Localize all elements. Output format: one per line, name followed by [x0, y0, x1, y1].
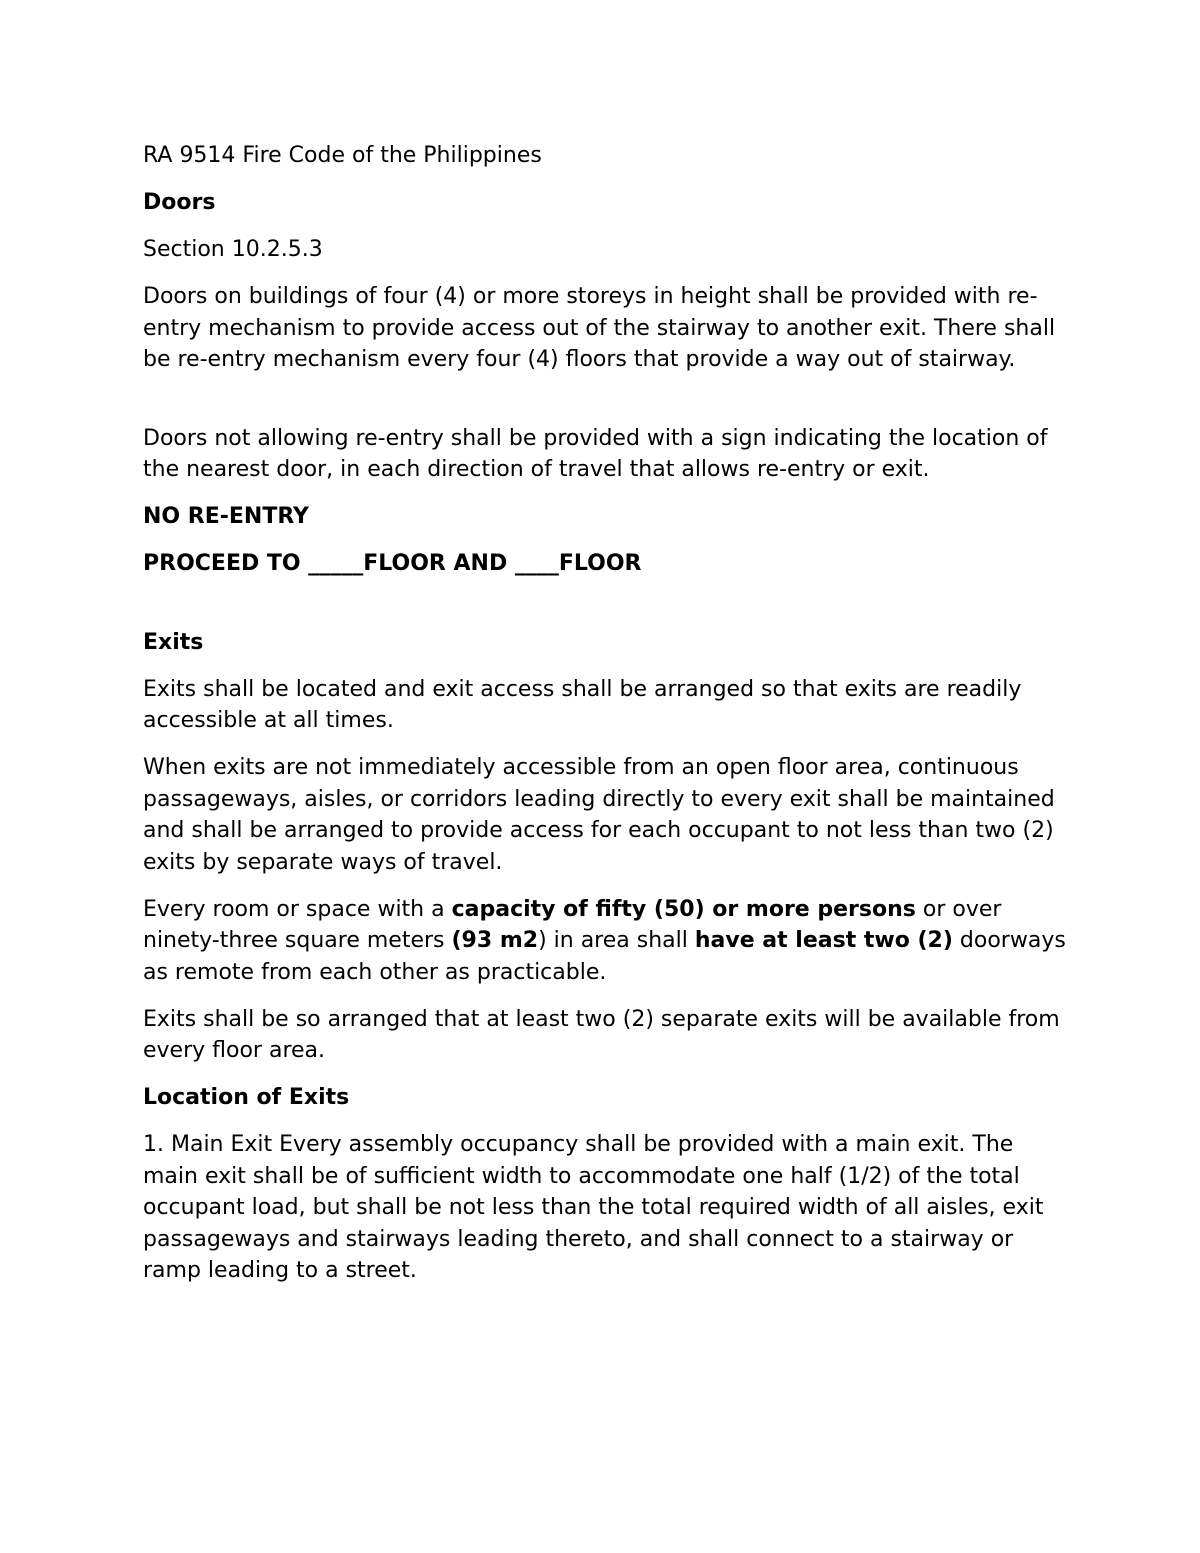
- exits-p3-part-7: doorways as remote from each other as practicable.: [143, 928, 1066, 985]
- doors-paragraph-2: Doors not allowing re-entry shall be provided with a sign indicating the location of the nearest door, in each direction of travel that allows re-entry or exit.: [143, 425, 1048, 482]
- sign-line-no-reentry: NO RE-ENTRY: [143, 504, 309, 529]
- sign-line-proceed-to: PROCEED TO _____FLOOR AND ____FLOOR: [143, 551, 642, 576]
- document-page: [143, 140, 1073, 1302]
- exits-p3-part-3: or over ninety-three square meters: [143, 896, 1002, 953]
- exits-p3-part-5: ) in area shall: [538, 928, 695, 953]
- exits-paragraph-1: Exits shall be located and exit access shall be arranged so that exits are readily accessible at all times.: [143, 676, 1022, 733]
- exits-p3-capacity-bold: capacity of fifty (50) or more persons: [451, 896, 916, 922]
- exits-p3-two-doorways-bold: have at least two (2): [694, 928, 953, 953]
- exits-p3-part-1: Every room or space with a: [143, 896, 452, 922]
- doors-paragraph-1: Doors on buildings of four (4) or more storeys in height shall be provided with re-entry mechanism to provide access out of the stairway to another exit. There shall be re-entry mechanism every four (4) floors that provide a way out of stairway.: [143, 284, 1056, 372]
- location-paragraph-1: 1. Main Exit Every assembly occupancy shall be provided with a main exit. The main exit shall be of sufficient width to accommodate one half (1/2) of the total occupant load, but shall be not less than the total required width of all aisles, exit passageways and stairways leading thereto, and shall connect to a stairway or ramp leading to a street.: [143, 1132, 1044, 1283]
- exits-paragraph-2: When exits are not immediately accessible from an open floor area, continuous passageways, aisles, or corridors leading directly to every exit shall be maintained and shall be arranged to provide access for each occupant to not less than two (2) exits by separate ways of travel.: [143, 755, 1055, 875]
- document-title: RA 9514 Fire Code of the Philippines: [143, 143, 542, 168]
- exits-paragraph-4: Exits shall be so arranged that at least two (2) separate exits will be available from every floor area.: [143, 1006, 1060, 1063]
- exits-paragraph-3: [143, 894, 1073, 989]
- location-of-exits-heading: Location of Exits: [143, 1085, 350, 1110]
- section-reference: Section 10.2.5.3: [143, 237, 323, 262]
- exits-p3-area-bold: (93 m2: [451, 928, 539, 953]
- doors-heading: Doors: [143, 190, 216, 215]
- exits-heading: Exits: [143, 629, 204, 655]
